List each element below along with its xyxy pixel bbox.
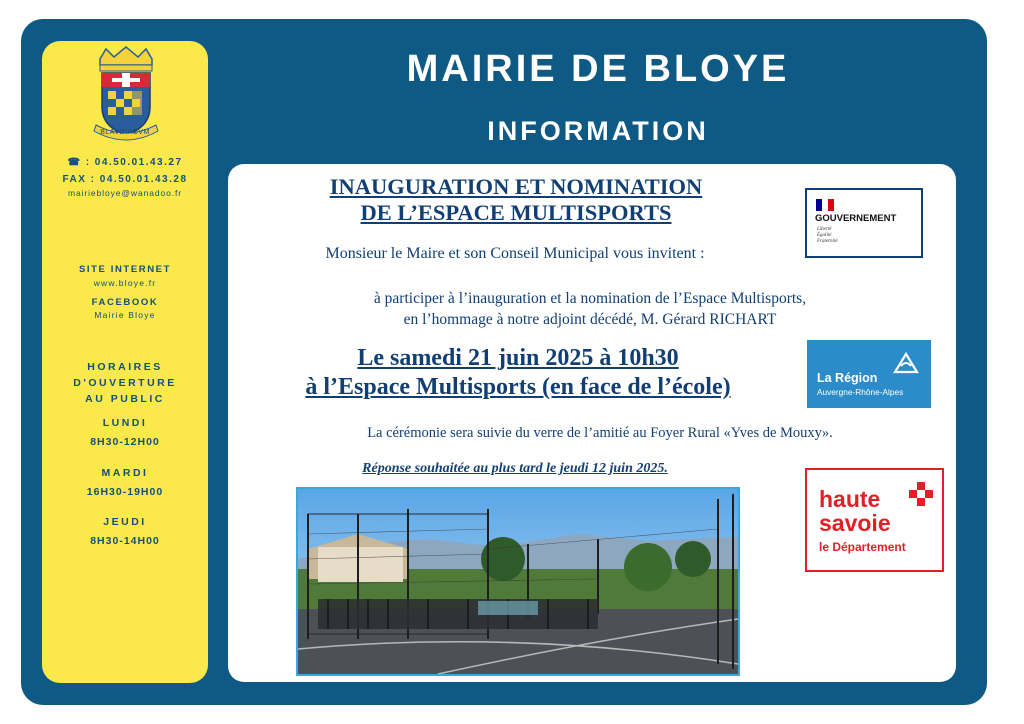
notice-heading — [258, 174, 774, 226]
reply-deadline: Réponse souhaitée au plus tard le jeudi 12 juin 2025. — [362, 461, 668, 476]
gouvernement-label: GOUVERNEMENT — [815, 213, 897, 224]
motto-line: Liberté — [817, 227, 832, 232]
phone-number: ☎ : 04.50.01.43.27 — [67, 157, 183, 168]
hours-title-line1: HORAIRES — [87, 361, 163, 373]
heading-line: INAUGURATION ET NOMINATION — [329, 174, 703, 199]
event-date-line: Le samedi 21 juin 2025 à 10h30 — [357, 345, 679, 371]
hs-line-departement: le Département — [819, 540, 906, 554]
participation-text — [290, 288, 890, 330]
event-date — [258, 344, 778, 402]
participation-line: en l’hommage à notre adjoint décédé, M. Gérard RICHART — [403, 311, 777, 328]
hs-line-savoie: savoie — [819, 510, 891, 536]
day-hours: 8H30-12H00 — [90, 436, 160, 448]
hours-title-line3: AU PUBLIC — [85, 393, 165, 405]
crest-motto: BLAVDIACVM — [100, 129, 150, 136]
sidebar — [42, 41, 208, 683]
participation-line: à participer à l’inauguration et la nomination de l’Espace Multisports, — [373, 290, 807, 307]
multisport-photo — [296, 487, 740, 676]
haute-savoie-logo — [805, 468, 944, 572]
day-hours: 8H30-14H00 — [90, 535, 160, 547]
region-a-icon — [893, 352, 919, 374]
day-hours: 16H30-19H00 — [86, 486, 164, 498]
gouvernement-motto — [817, 227, 838, 245]
gouvernement-logo — [805, 188, 923, 258]
page-subtitle: INFORMATION — [487, 116, 709, 146]
hs-line-haute: haute — [819, 486, 881, 512]
region-name: La Région — [817, 371, 878, 385]
savoie-cross-icon — [909, 482, 933, 506]
website-link[interactable]: www.bloye.fr — [93, 278, 157, 288]
ceremony-text: La cérémonie sera suivie du verre de l’amitié au Foyer Rural «Yves de Mouxy». — [367, 425, 833, 441]
day-label: JEUDI — [103, 516, 147, 528]
region-subtitle: Auvergne-Rhône-Alpes — [817, 387, 904, 397]
region-logo — [807, 340, 931, 408]
email-address: mairiebloye@wanadoo.fr — [68, 188, 182, 198]
facebook-link[interactable]: Mairie Bloye — [94, 310, 156, 320]
invitation-text: Monsieur le Maire et son Conseil Municipal vous invitent : — [325, 245, 705, 262]
multisport-field-image — [298, 489, 738, 674]
heading-line: DE L’ESPACE MULTISPORTS — [360, 200, 672, 225]
hours-title-line2: D'OUVERTURE — [73, 377, 177, 389]
day-label: MARDI — [101, 467, 149, 479]
motto-line: Fraternité — [817, 239, 838, 244]
page-title: MAIRIE DE BLOYE — [406, 48, 790, 90]
website-label: SITE INTERNET — [78, 264, 172, 275]
day-label: LUNDI — [102, 417, 148, 429]
french-flag-icon — [816, 199, 834, 211]
event-location-line: à l’Espace Multisports (en face de l’école) — [305, 374, 731, 400]
motto-line: Égalité — [817, 233, 832, 238]
facebook-label: FACEBOOK — [91, 297, 159, 308]
fax-number: FAX : 04.50.01.43.28 — [62, 174, 188, 185]
